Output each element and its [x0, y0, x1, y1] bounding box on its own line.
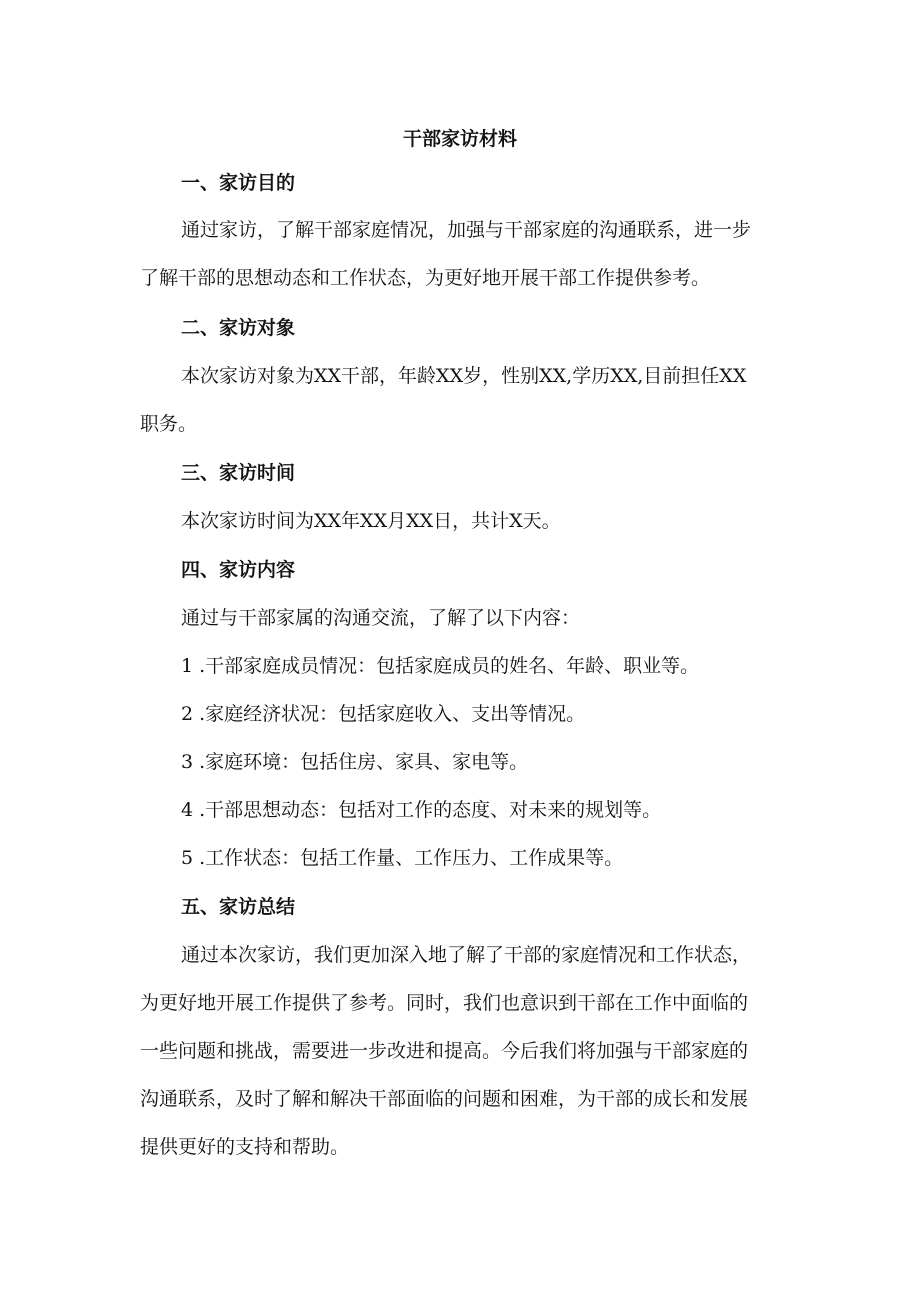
section-body-summary — [181, 931, 751, 979]
section-body-summary-cont — [140, 979, 748, 1171]
paragraph-line: 一些问题和挑战，需要进一步改进和提高。今后我们将加强与干部家庭的 — [140, 1040, 749, 1062]
section-heading-purpose: 一、家访目的 — [181, 172, 296, 194]
paragraph-line: 通过家访，了解干部家庭情况，加强与干部家庭的沟通联系，进一步 — [181, 219, 752, 241]
paragraph-line: 为更好地开展工作提供了参考。同时，我们也意识到干部在工作中面临的 — [140, 992, 749, 1014]
section-body-subject — [181, 352, 746, 400]
section-body-time — [181, 497, 561, 545]
list-item: 3 .家庭环境：包括住房、家具、家电等。 — [181, 751, 529, 773]
list-item: 2 .家庭经济状况：包括家庭收入、支出等情况。 — [181, 703, 586, 725]
section-intro-content — [181, 594, 580, 642]
section-heading-time: 三、家访时间 — [181, 462, 296, 484]
section-body-purpose-cont — [140, 254, 710, 302]
list-item: 4 .干部思想动态：包括对工作的态度、对未来的规划等。 — [181, 799, 662, 821]
document-title: 干部家访材料 — [402, 128, 517, 150]
paragraph-line: 通过本次家访，我们更加深入地了解了干部的家庭情况和工作状态， — [181, 944, 752, 966]
section-heading-subject: 二、家访对象 — [181, 317, 296, 339]
paragraph-line: 本次家访对象为XX干部，年龄XX岁，性别XX,学历XX,目前担任XX — [181, 365, 747, 387]
paragraph-line: 职务。 — [140, 413, 198, 435]
list-item: 5 .工作状态：包括工作量、工作压力、工作成果等。 — [181, 847, 624, 869]
section-heading-content: 四、家访内容 — [181, 559, 296, 581]
paragraph-line: 了解干部的思想动态和工作状态，为更好地开展干部工作提供参考。 — [140, 267, 711, 289]
content-list — [181, 642, 699, 882]
paragraph-line: 提供更好的支持和帮助。 — [140, 1136, 350, 1158]
paragraph-line: 通过与干部家属的沟通交流，了解了以下内容： — [181, 607, 581, 629]
paragraph-line: 沟通联系，及时了解和解决干部面临的问题和困难，为干部的成长和发展 — [140, 1088, 749, 1110]
section-heading-summary: 五、家访总结 — [181, 896, 296, 918]
section-body-purpose — [181, 206, 751, 254]
list-item: 1 .干部家庭成员情况：包括家庭成员的姓名、年龄、职业等。 — [181, 655, 700, 677]
section-body-subject-cont — [140, 400, 197, 448]
paragraph-line: 本次家访时间为XX年XX月XX日，共计X天。 — [181, 510, 561, 532]
